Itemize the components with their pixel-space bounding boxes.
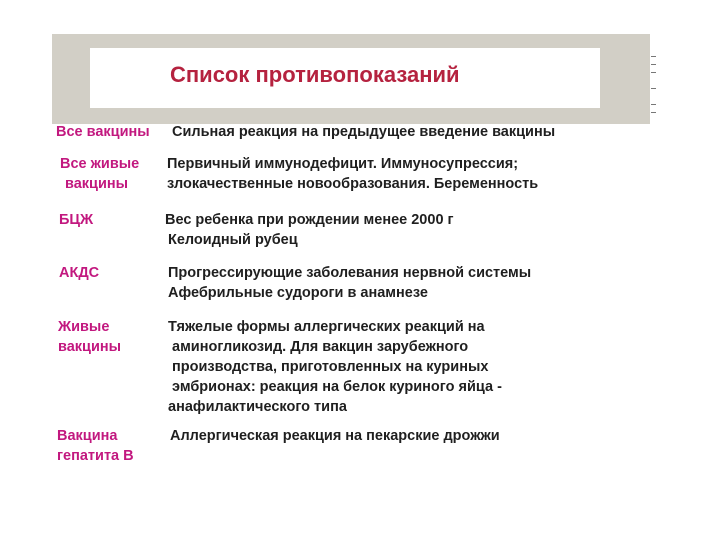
- row-text-line: эмбрионах: реакция на белок куриного яйца -: [172, 379, 502, 395]
- row-label-line: БЦЖ: [59, 212, 94, 228]
- row-text-line: Аллергическая реакция на пекарские дрожжи: [170, 428, 500, 444]
- row-text-live-vaccines: [168, 317, 502, 417]
- row-text-line: производства, приготовленных на куриных: [172, 359, 489, 375]
- row-label-bcg: [59, 210, 93, 230]
- slide-title: Список противопоказаний: [170, 62, 460, 87]
- row-label-line: Все вакцины: [56, 124, 150, 140]
- row-label-line: АКДС: [59, 265, 100, 281]
- row-text-line: аминогликозид. Для вакцин зарубежного: [172, 339, 469, 355]
- row-label-all-vaccines: [56, 122, 150, 142]
- row-text-line: Афебрильные судороги в анамнезе: [168, 285, 428, 301]
- row-label-hepatitis-b: [57, 426, 134, 466]
- row-label-line: Вакцина: [57, 428, 118, 444]
- row-text-line: Сильная реакция на предыдущее введение вакцины: [172, 124, 556, 140]
- row-label-live-vaccines: [58, 317, 121, 357]
- row-text-all-live-vaccines: [167, 154, 538, 194]
- row-text-line: Прогрессирующие заболевания нервной системы: [168, 265, 532, 281]
- row-text-all-vaccines: [172, 122, 555, 142]
- row-text-dtp: [168, 263, 531, 303]
- row-label-line: вакцины: [65, 176, 129, 192]
- row-text-line: злокачественные новообразования. Беременность: [167, 176, 539, 192]
- row-text-line: Тяжелые формы аллергических реакций на: [168, 319, 485, 335]
- row-text-line: Вес ребенка при рождении менее 2000 г: [165, 212, 454, 228]
- row-text-line: анафилактического типа: [168, 399, 347, 415]
- row-label-all-live-vaccines: [60, 154, 139, 194]
- row-label-line: Живые: [58, 319, 110, 335]
- row-text-line: Первичный иммунодефицит. Иммуносупрессия;: [167, 156, 519, 172]
- row-text-bcg: [165, 210, 454, 250]
- row-label-line: вакцины: [58, 339, 122, 355]
- row-label-dtp: [59, 263, 99, 283]
- edge-tick-marks: [651, 52, 659, 116]
- row-label-line: гепатита В: [57, 448, 134, 464]
- row-text-hepatitis-b: [170, 426, 500, 446]
- row-label-line: Все живые: [60, 156, 140, 172]
- row-text-line: Келоидный рубец: [168, 232, 298, 248]
